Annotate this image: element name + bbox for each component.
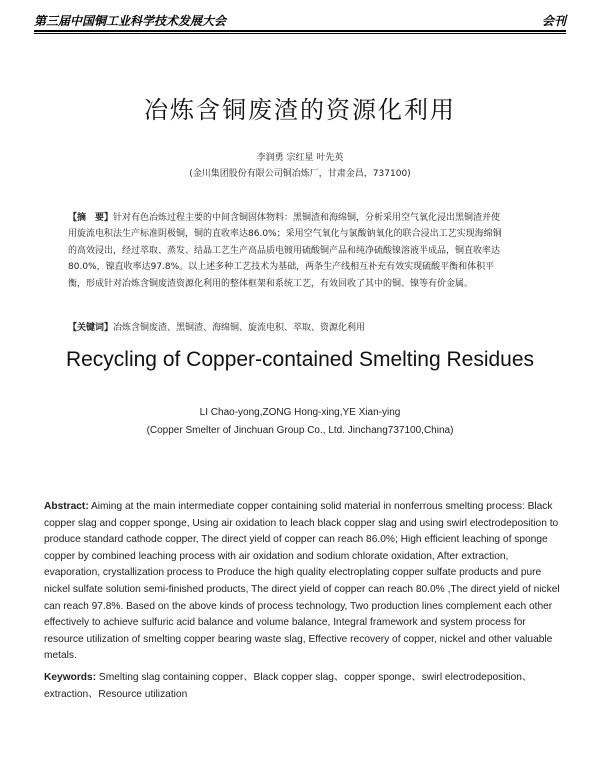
chinese-title: 冶炼含铜废渣的资源化利用 bbox=[144, 96, 456, 124]
english-authors: LI Chao-yong,ZONG Hong-xing,YE Xian-ying bbox=[199, 407, 401, 418]
running-header bbox=[34, 12, 566, 29]
english-abstract-text: Aiming at the main intermediate copper containing solid material in nonferrous smelting process: Black copper slag and copper sponge, Using air oxidation to leach black copper slag and using swirl electrodeposition to produce standard cathode copper, The direct yield of copper can reach 86.0%; High efficient leaching of sponge copper by combined leaching process with air oxidation and sodium chlorate oxidation, After extraction, evaporation, crystallization process to Produce the high quality electroplating copper sulfate products and pure nickel sulfate solution semi-finished products, The direct yield of copper can reach 80.0% ,The direct yield of nickel can reach 97.8%. Based on the above kinds of process technology, Two production lines complement each other effectively to achieve sulfuric acid balance and volume balance, Integral framework and system process for resource utilization of smelting copper bearing waste slag, Effective recovery of copper, nickel and other valuable metals. bbox=[44, 501, 560, 662]
chinese-authors: 李润勇 宗红星 叶先英 bbox=[256, 153, 344, 163]
conference-name: 第三届中国铜工业科学技术发展大会 bbox=[34, 14, 227, 28]
chinese-abstract-text: 针对有色冶炼过程主要的中间含铜固体物料：黑铜渣和海绵铜，分析采用空气氧化浸出黑铜渣并使用旋流电积法生产标准阴极铜，铜的直收率达86.0%；采用空气氧化与氯酸钠氧化的联合浸出工艺实现海绵铜的高效浸出，经过萃取、蒸发、结晶工艺生产高品质电镀用硫酸铜产品和纯净硫酸镍溶液半成品，铜直收率达80.0%，镍直收率达97.8%。以上述多种工艺技术为基础，两条生产线相互补充有效实现硫酸平衡和体积平衡，形成针对冶炼含铜废渣资源化利用的整体框架和系统工艺，有效回收了其中的铜、镍等有价金属。 bbox=[68, 213, 502, 289]
chinese-keywords-label: 【关键词】 bbox=[68, 323, 114, 333]
chinese-abstract bbox=[68, 210, 508, 292]
header-rule-thin bbox=[34, 33, 566, 34]
chinese-abstract-label: 【摘 要】 bbox=[68, 213, 114, 223]
english-abstract-label: Abstract: bbox=[44, 501, 89, 512]
english-keywords bbox=[44, 670, 560, 703]
english-title: Recycling of Copper-contained Smelting Residues bbox=[65, 348, 535, 371]
chinese-keywords-text: 冶炼含铜废渣、黑铜渣、海绵铜、旋流电积、萃取、资源化利用 bbox=[113, 323, 366, 333]
proceedings-label: 会刊 bbox=[541, 14, 566, 28]
english-keywords-label: Keywords: bbox=[44, 672, 97, 683]
header-rule-thick bbox=[34, 30, 566, 32]
english-abstract bbox=[44, 499, 560, 665]
chinese-affiliation: (金川集团股份有限公司铜冶炼厂，甘肃金昌，737100) bbox=[189, 169, 411, 179]
chinese-keywords bbox=[68, 320, 528, 333]
english-affiliation: (Copper Smelter of Jinchuan Group Co., Ltd. Jinchang737100,China) bbox=[146, 425, 454, 436]
english-keywords-text: Smelting slag containing copper、Black copper slag、copper sponge、swirl electrodeposition、extraction、Resource utilization bbox=[44, 672, 533, 700]
